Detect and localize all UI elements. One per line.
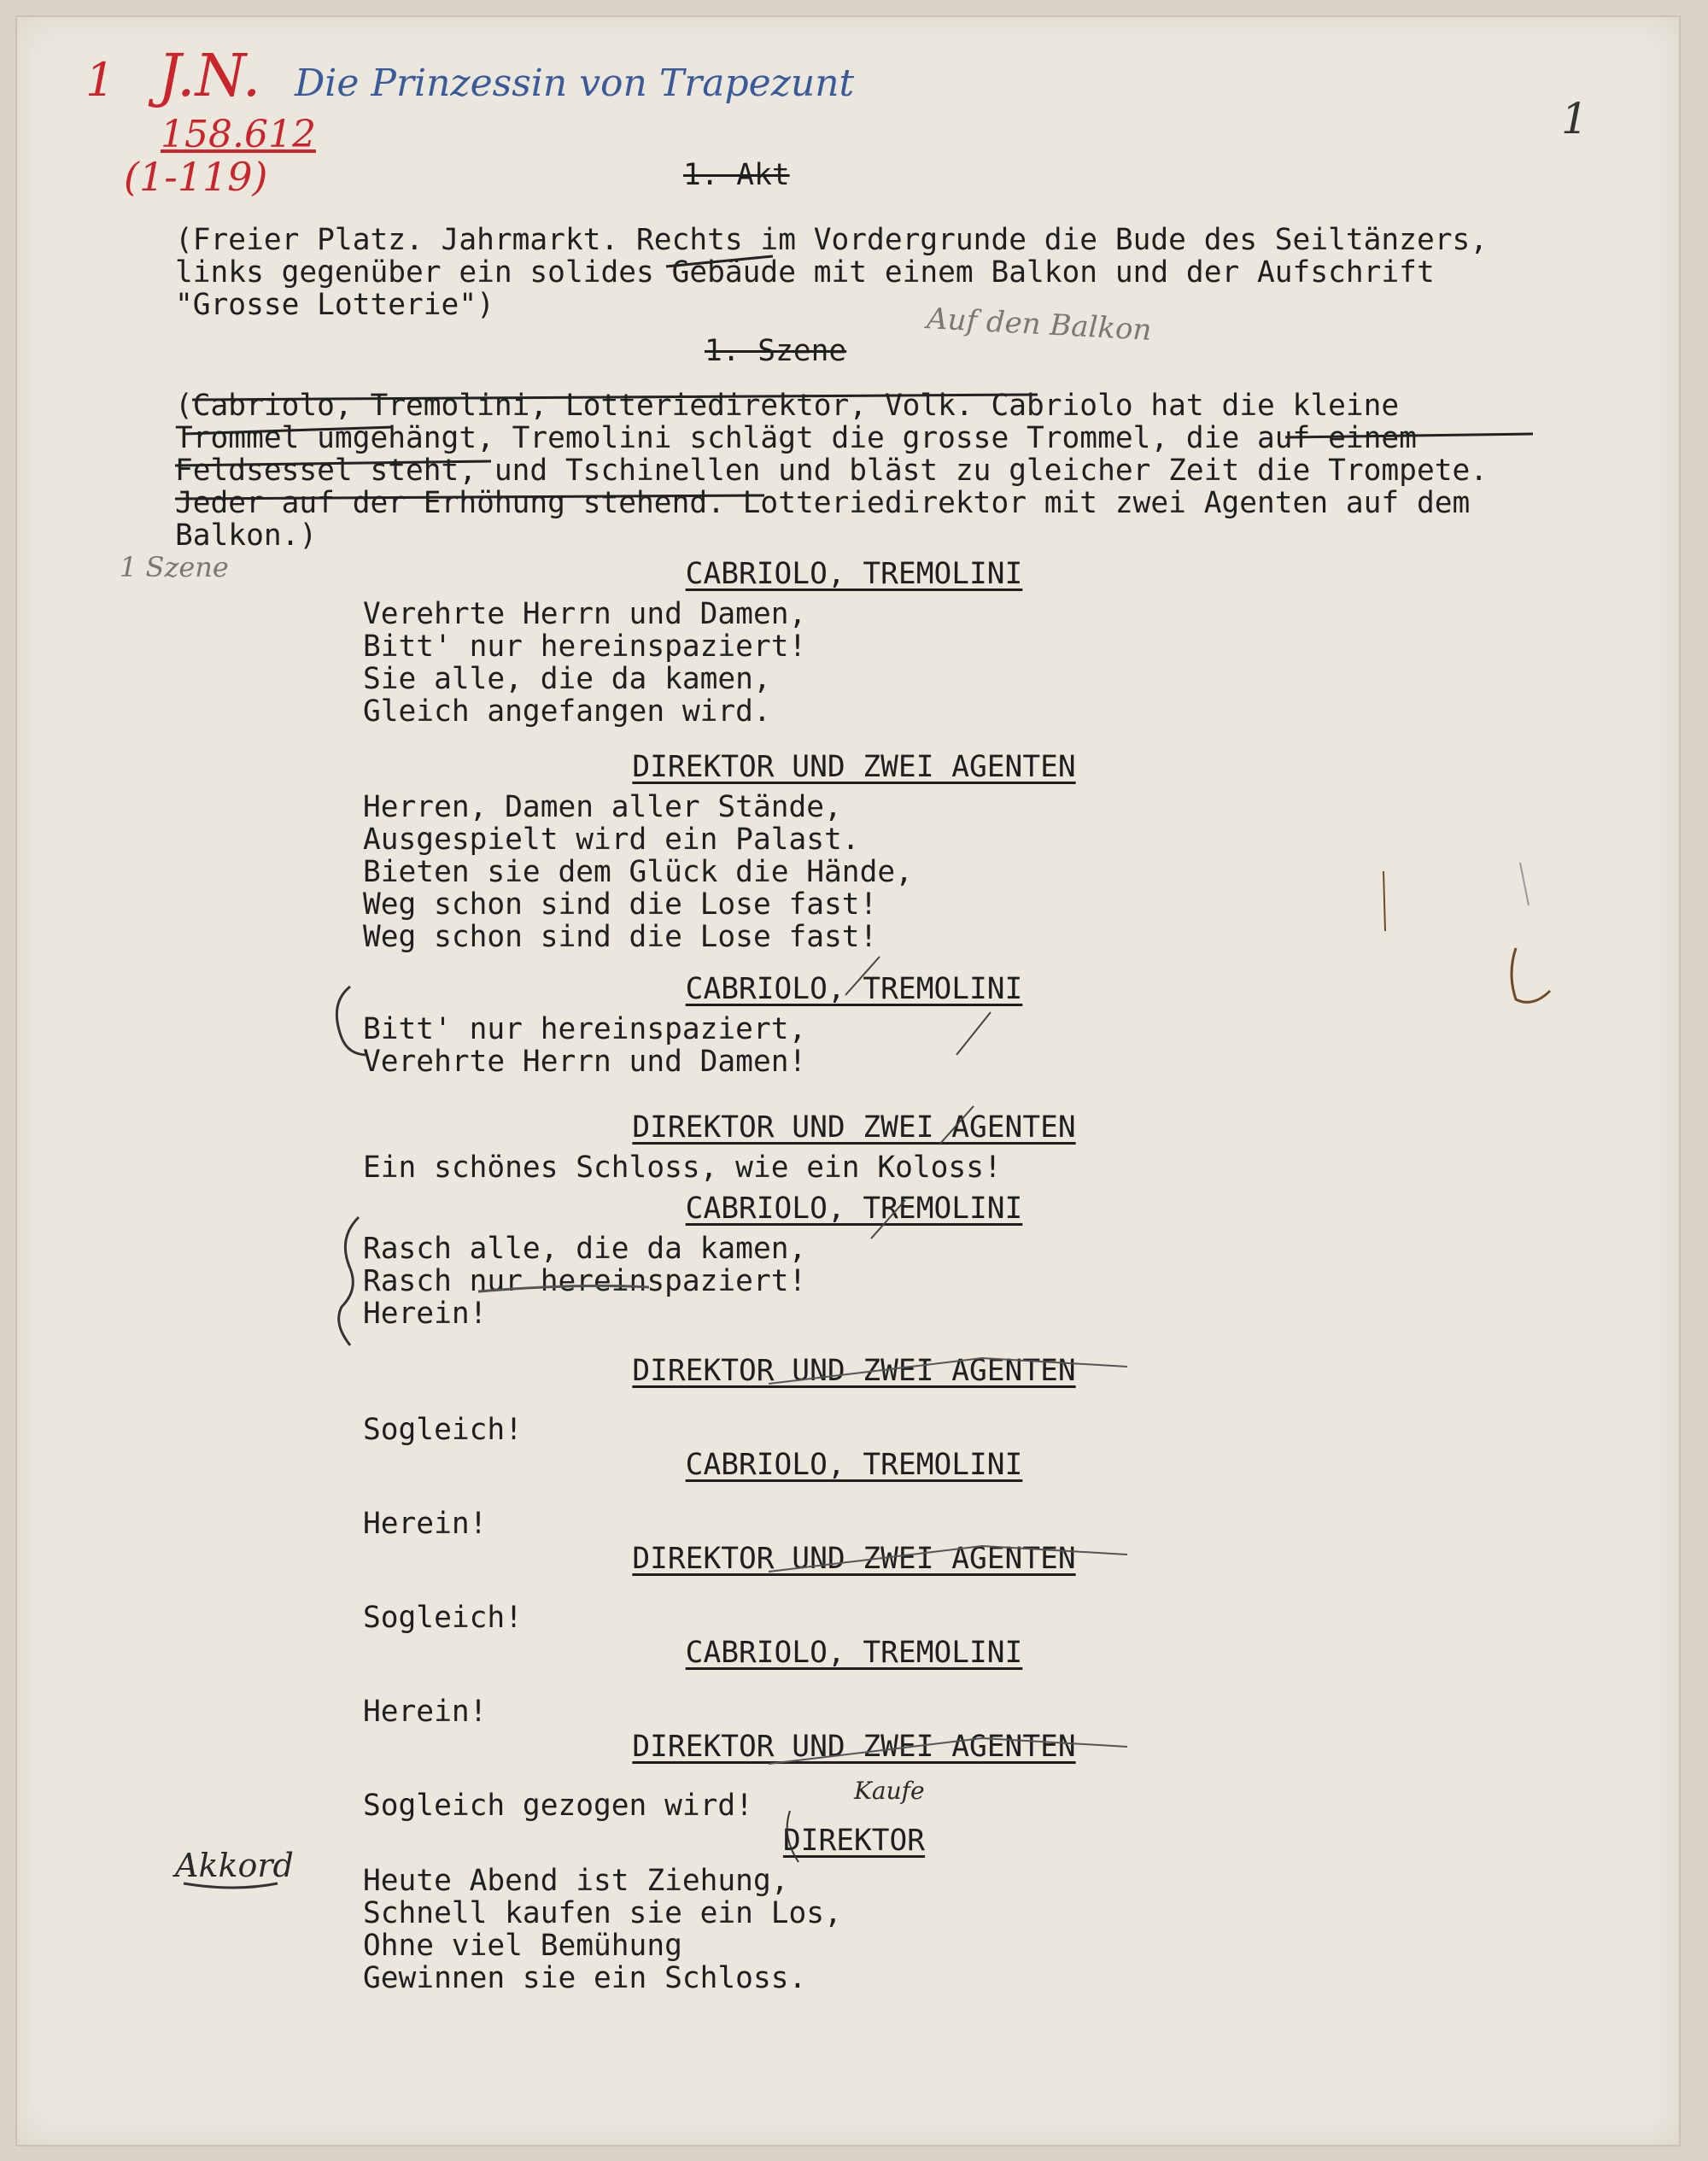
dialogue-line: Weg schon sind die Lose fast!: [363, 887, 878, 922]
dialogue-line: Rasch alle, die da kamen,: [363, 1232, 807, 1266]
scene-heading: 1. Szene: [705, 334, 847, 368]
dialogue-line: Heute Abend ist Ziehung,: [363, 1864, 789, 1898]
speaker-name: DIREKTOR: [782, 1824, 926, 1858]
dialogue-line: Rasch nur hereinspaziert!: [363, 1264, 807, 1298]
speaker-name: CABRIOLO, TREMOLINI: [685, 1636, 1023, 1670]
folio-range: (1-119): [124, 154, 268, 200]
margin-note-scene: 1 Szene: [120, 551, 229, 583]
speaker-name: DIREKTOR UND ZWEI AGENTEN: [632, 1542, 1076, 1576]
dialogue-line: Gewinnen sie ein Schloss.: [363, 1961, 807, 1995]
dialogue-line: Verehrte Herrn und Damen!: [363, 1045, 807, 1079]
scene-direction-line: Balkon.): [175, 518, 318, 553]
dialogue-line: Bitt' nur hereinspaziert,: [363, 1012, 807, 1046]
speaker-name: CABRIOLO, TREMOLINI: [685, 972, 1023, 1006]
scene-direction-line: Trommel umgehängt, Tremolini schlägt die grosse Trommel, die auf einem: [175, 421, 1417, 455]
dialogue-line: Herein!: [363, 1297, 488, 1331]
margin-note-akkord: Akkord: [175, 1847, 294, 1884]
speaker-name: CABRIOLO, TREMOLINI: [685, 1192, 1023, 1226]
dialogue-line: Sogleich!: [363, 1601, 523, 1635]
dialogue-line: Weg schon sind die Lose fast!: [363, 920, 878, 954]
dialogue-line: Verehrte Herrn und Damen,: [363, 597, 807, 631]
dialogue-line: Gleich angefangen wird.: [363, 694, 771, 729]
margin-note-balkon: Auf den Balkon: [926, 302, 1153, 348]
speaker-name: DIREKTOR UND ZWEI AGENTEN: [632, 1354, 1076, 1388]
dialogue-line: Sogleich!: [363, 1413, 523, 1447]
folio-number-left: 1: [85, 53, 115, 107]
work-title-annotation: Die Prinzessin von Trapezunt: [295, 61, 855, 105]
dialogue-line: Schnell kaufen sie ein Los,: [363, 1896, 842, 1930]
speaker-name: DIREKTOR UND ZWEI AGENTEN: [632, 1110, 1076, 1145]
speaker-name: CABRIOLO, TREMOLINI: [685, 1448, 1023, 1482]
dialogue-line: Ohne viel Bemühung: [363, 1929, 682, 1963]
dialogue-line: Ein schönes Schloss, wie ein Koloss!: [363, 1151, 1002, 1185]
speaker-name: CABRIOLO, TREMOLINI: [685, 557, 1023, 591]
opening-direction-line: links gegenüber ein solides Gebäude mit einem Balkon und der Aufschrift: [175, 255, 1435, 290]
dialogue-line: Ausgespielt wird ein Palast.: [363, 823, 860, 857]
dialogue-line: Bitt' nur hereinspaziert!: [363, 630, 807, 664]
speaker-name: DIREKTOR UND ZWEI AGENTEN: [632, 750, 1076, 784]
initials-annotation: J.N.: [158, 43, 261, 110]
opening-direction-line: (Freier Platz. Jahrmarkt. Rechts im Vordergrunde die Bude des Seiltänzers,: [175, 223, 1489, 257]
dialogue-line: Herein!: [363, 1695, 488, 1729]
scene-direction-line: Jeder auf der Erhöhung stehend. Lotteriedirektor mit zwei Agenten auf dem: [175, 486, 1471, 520]
catalog-number: 158.612: [161, 113, 316, 156]
dialogue-line: Sogleich gezogen wird!: [363, 1789, 753, 1823]
act-heading: 1. Akt: [683, 158, 790, 192]
dialogue-line: Bieten sie dem Glück die Hände,: [363, 855, 913, 889]
scene-direction-line: (Cabriolo, Tremolini, Lotteriedirektor, Volk. Cabriolo hat die kleine: [175, 389, 1400, 423]
margin-note-kaufe: Kaufe: [854, 1777, 925, 1805]
dialogue-line: Herein!: [363, 1507, 488, 1541]
dialogue-line: Herren, Damen aller Stände,: [363, 790, 842, 824]
page-number: 1: [1561, 94, 1588, 143]
scene-direction-line: Feldsessel steht, und Tschinellen und bläst zu gleicher Zeit die Trompete.: [175, 454, 1489, 488]
speaker-name: DIREKTOR UND ZWEI AGENTEN: [632, 1730, 1076, 1764]
dialogue-line: Sie alle, die da kamen,: [363, 662, 771, 696]
opening-direction-line: "Grosse Lotterie"): [175, 288, 494, 322]
